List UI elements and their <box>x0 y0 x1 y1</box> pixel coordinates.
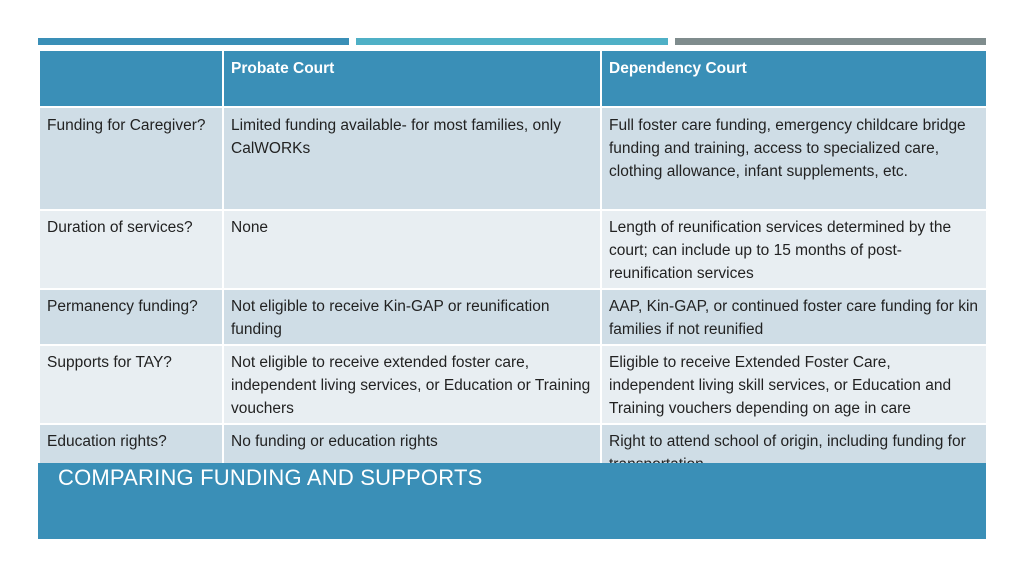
dependency-cell: Eligible to receive Extended Foster Care, independent living skill services, or Education and Training vouchers depending on age in care <box>601 345 987 424</box>
table-row <box>39 210 987 289</box>
header-empty <box>39 50 223 107</box>
row-label: Permanency funding? <box>39 289 223 345</box>
probate-cell: No funding or education rights <box>223 424 601 480</box>
table-row <box>39 107 987 210</box>
table-header-row <box>39 50 987 107</box>
accent-bar-teal <box>356 38 668 45</box>
row-label: Funding for Caregiver? <box>39 107 223 210</box>
table-row <box>39 345 987 424</box>
row-label: Duration of services? <box>39 210 223 289</box>
comparison-table-container <box>38 49 986 481</box>
header-dependency-court: Dependency Court <box>601 50 987 107</box>
dependency-cell: AAP, Kin-GAP, or continued foster care funding for kin families if not reunified <box>601 289 987 345</box>
dependency-cell: Right to attend school of origin, including funding for <box>601 424 987 480</box>
comparison-table <box>38 49 988 481</box>
probate-cell: Not eligible to receive Kin-GAP or reunification funding <box>223 289 601 345</box>
dependency-cell: Full foster care funding, emergency childcare bridge funding and training, access to specialized care, clothing allowance, infant supplements, etc. <box>601 107 987 210</box>
probate-cell: None <box>223 210 601 289</box>
table-row <box>39 289 987 345</box>
probate-cell: Limited funding available- for most families, only CalWORKs <box>223 107 601 210</box>
title-banner <box>38 463 986 539</box>
accent-bar-gray <box>675 38 986 45</box>
probate-cell: Not eligible to receive extended foster care, independent living services, or Education or Training vouchers <box>223 345 601 424</box>
slide-title: COMPARING FUNDING AND SUPPORTS <box>58 465 483 490</box>
top-accent-bars <box>38 38 986 45</box>
dependency-cell: Length of reunification services determined by the court; can include up to 15 months of post-reunification services <box>601 210 987 289</box>
accent-bar-blue <box>38 38 349 45</box>
header-probate-court: Probate Court <box>223 50 601 107</box>
row-label: Supports for TAY? <box>39 345 223 424</box>
row-label: Education rights? <box>39 424 223 480</box>
